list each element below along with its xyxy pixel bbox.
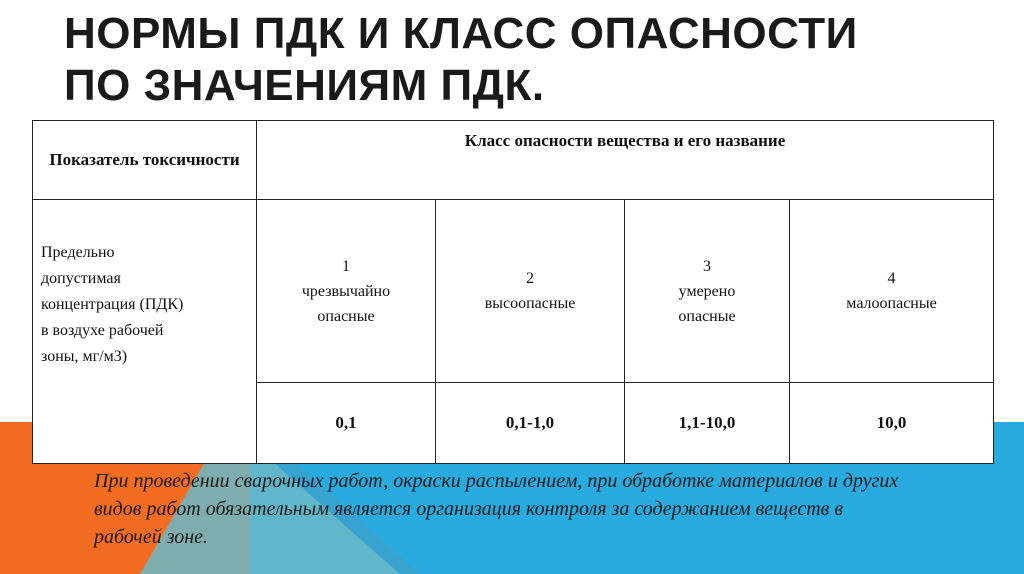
class-name: высоопасные <box>484 295 576 312</box>
class-name: умерено опасные <box>678 282 736 325</box>
class-cell-2 <box>436 200 625 383</box>
header-indicator: Показатель токсичности <box>33 121 257 200</box>
class-cell-1 <box>257 200 436 383</box>
table-row-classes <box>33 200 994 383</box>
class-cell-4 <box>790 200 994 383</box>
indicator-text: Предельно допустимая концентрация (ПДК) в воздухе рабочей зоны, мг/м3) <box>41 244 184 365</box>
class-number: 2 <box>526 270 534 287</box>
pdk-table <box>32 120 994 464</box>
class-name: малоопасные <box>846 295 937 312</box>
class-number: 1 <box>342 257 350 275</box>
class-number: 4 <box>887 270 896 287</box>
footnote-text: При проведении сварочных работ, окраски распылением, при обработке материалов и других видов работ обязательным является организация контроля за содержанием веществ в рабочей зоне. <box>94 470 899 548</box>
table-header-row <box>33 121 994 200</box>
class-cell-3 <box>625 200 790 383</box>
value-cell-1: 0,1 <box>257 383 436 464</box>
header-hazard-class: Класс опасности вещества и его название <box>257 121 994 200</box>
slide-title <box>64 8 984 112</box>
value-cell-3: 1,1-10,0 <box>625 383 790 464</box>
class-number: 3 <box>703 257 711 275</box>
indicator-cell <box>33 200 257 464</box>
value-cell-4: 10,0 <box>790 383 994 464</box>
class-name: чрезвычайно опасные <box>301 282 391 325</box>
value-cell-2: 0,1-1,0 <box>436 383 625 464</box>
slide-title-line-2: ПО ЗНАЧЕНИЯМ ПДК. <box>64 61 545 110</box>
slide-title-line-1: НОРМЫ ПДК И КЛАСС ОПАСНОСТИ <box>64 9 858 58</box>
